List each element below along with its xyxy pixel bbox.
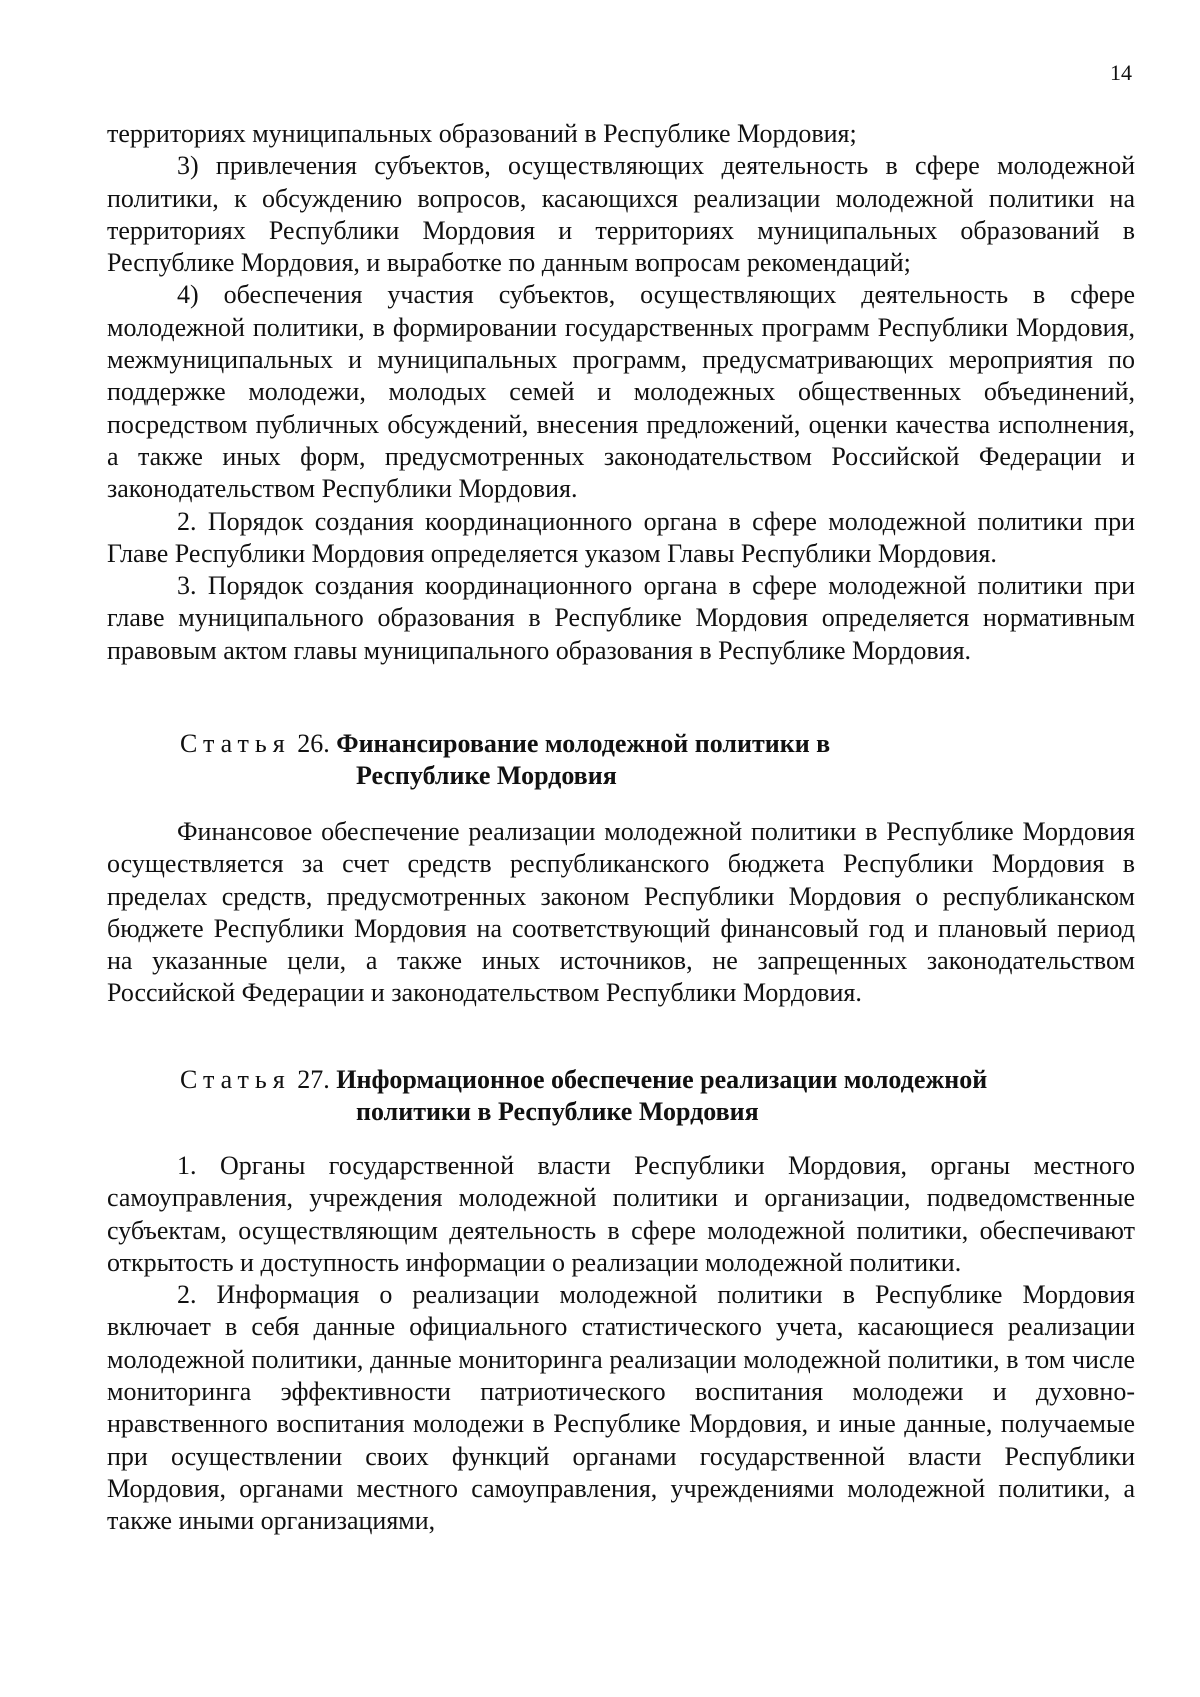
article-26-heading: [180, 728, 830, 793]
paragraph-part-2: 2. Порядок создания координационного органа в сфере молодежной политики при Главе Республики Мордовия определяется указом Главы Республики Мордовия.: [107, 506, 1135, 568]
paragraph-part-3: 3. Порядок создания координационного органа в сфере молодежной политики при главе муниципального образования в Республике Мордовия определяется нормативным правовым актом главы муниципального образования в Республике Мордовия.: [107, 571, 1135, 665]
page-number: 14: [1110, 60, 1132, 85]
article-27-paragraph-2: 2. Информация о реализации молодежной политики в Республике Мордовия включает в себя данные официального статистического учета, касающиеся реализации молодежной политики, данные мониторинга реализации молодежной политики, в том числе мониторинга эффективности патриотического воспитания молодежи и духовно-нравственного воспитания молодежи в Республике Мордовия, и иные данные, получаемые при осуществлении своих функций органами государственной власти Республики Мордовия, органами местного самоуправления, учреждениями молодежной политики, а также иными организациями,: [107, 1280, 1135, 1536]
article-title-line-2: Республике Мордовия: [356, 761, 617, 791]
article-26-body: [107, 816, 1135, 1010]
article-number: 26.: [297, 729, 330, 758]
article-title-line-1: Финансирование молодежной политики в: [336, 729, 831, 758]
article-title-line-2: политики в Республике Мордовия: [356, 1097, 759, 1127]
article-27-body: [107, 1150, 1135, 1538]
article-label: Статья: [180, 729, 291, 758]
paragraph-item-3: 3) привлечения субъектов, осуществляющих деятельность в сфере молодежной политики, к обсуждению вопросов, касающихся реализации молодежной политики на территориях Республики Мордовия и территориях муниципальных образований в Республике Мордовия, и выработке по данным вопросам рекомендаций;: [107, 151, 1135, 278]
article-number: 27.: [297, 1065, 330, 1094]
article-27-heading: [180, 1064, 987, 1129]
article-title-line-1: Информационное обеспечение реализации молодежной: [336, 1065, 988, 1094]
paragraph-continuation: территориях муниципальных образований в Республике Мордовия;: [107, 119, 857, 148]
article-27-paragraph-1: 1. Органы государственной власти Республики Мордовия, органы местного самоуправления, учреждения молодежной политики и организации, подведомственные субъектам, осуществляющим деятельность в сфере молодежной политики, обеспечивают открытость и доступность информации о реализации молодежной политики.: [107, 1151, 1135, 1277]
continued-article-text: [107, 118, 1135, 667]
article-label: Статья: [180, 1065, 291, 1094]
paragraph-item-4: 4) обеспечения участия субъектов, осуществляющих деятельность в сфере молодежной политики, в формировании государственных программ Республики Мордовия, межмуниципальных и муниципальных программ, предусматривающих мероприятия по поддержке молодежи, молодых семей и молодежных общественных объединений, посредством публичных обсуждений, внесения предложений, оценки качества исполнения, а также иных форм, предусмотренных законодательством Российской Федерации и законодательством Республики Мордовия.: [107, 280, 1135, 504]
article-26-paragraph: Финансовое обеспечение реализации молодежной политики в Республике Мордовия осуществляется за счет средств республиканского бюджета Республики Мордовия в пределах средств, предусмотренных законом Республики Мордовия о республиканском бюджете Республики Мордовия на соответствующий финансовый год и плановый период на указанные цели, а также иных источников, не запрещенных законодательством Российской Федерации и законодательством Республики Мордовия.: [107, 817, 1135, 1008]
